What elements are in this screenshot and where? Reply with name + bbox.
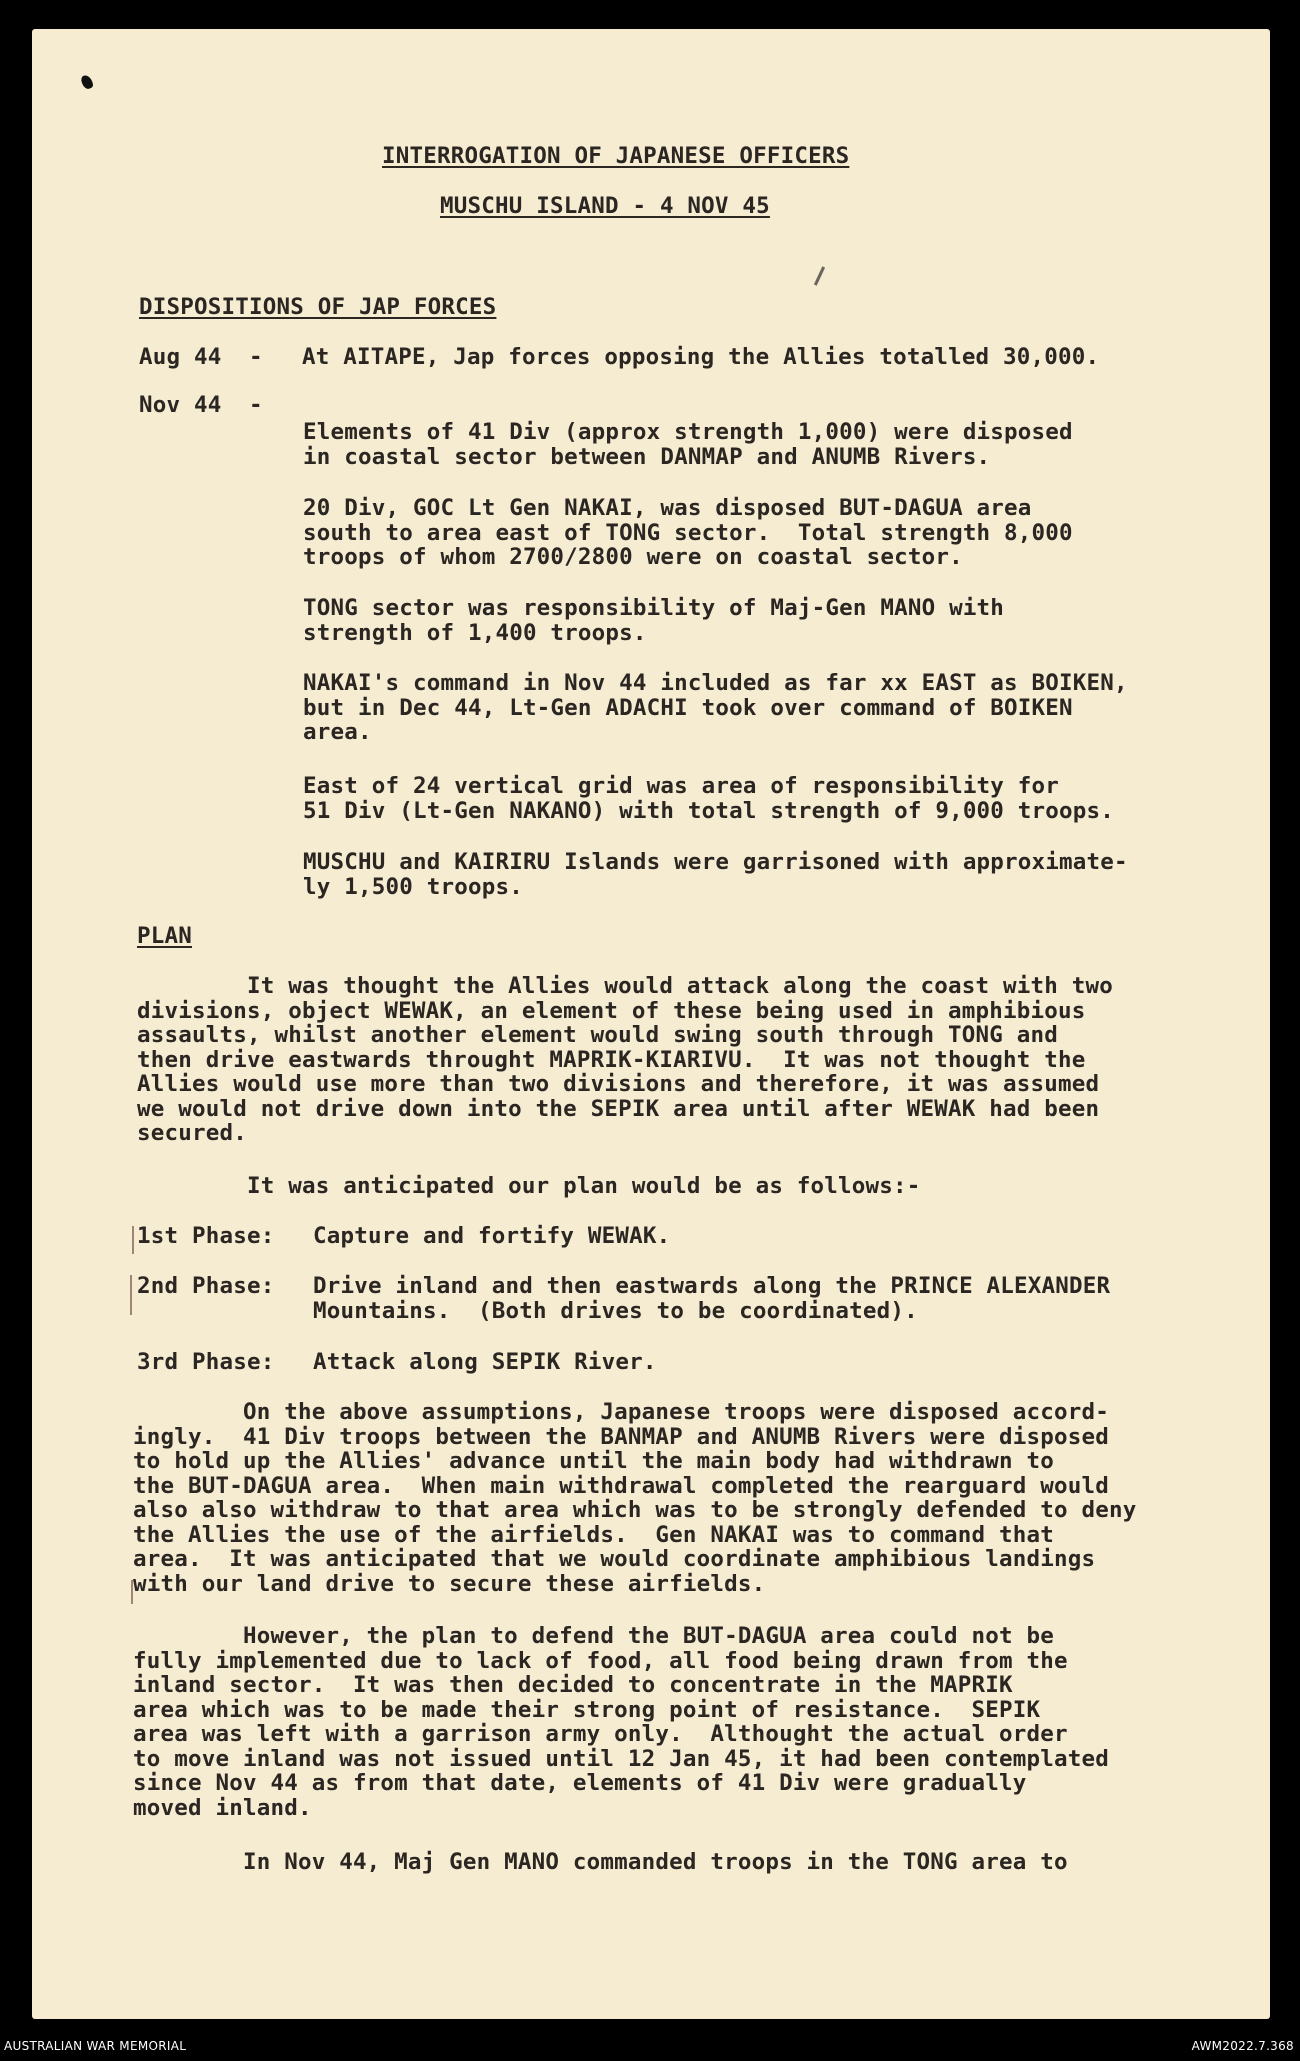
phase-text-3: Attack along SEPIK River. (313, 1349, 657, 1375)
phase-text-1: Capture and fortify WEWAK. (313, 1223, 671, 1249)
plan-paragraph-1: It was thought the Allies would attack along the coast with two divisions, object WEWAK, an element of these being used in amphibious assaults, whilst another element would swing south through TONG and then drive eastwards throught MAPRIK-KIARIVU. It was not thought the Allies would use more than two divisions and therefore, it was assumed we would not drive down into the SEPIK area until after WEWAK had been secured. (137, 973, 1113, 1146)
document-subtitle: MUSCHU ISLAND - 4 NOV 45 (440, 193, 770, 219)
paragraph-muschu-kairiru: MUSCHU and KAIRIRU Islands were garrisoned with approximate- ly 1,500 troops. (303, 849, 1128, 900)
plan-paragraph-5: In Nov 44, Maj Gen MANO commanded troops in the TONG area to (133, 1849, 1068, 1875)
plan-paragraph-4: However, the plan to defend the BUT-DAGUA area could not be fully implemented due to lack of food, all food being drawn from the inland sector. It was then decided to concentrate in the MAPRIK area which was to be made their strong point of resistance. SEPIK area was left with a garrison army only. Althought the actual order to move inland was not issued until 12 Jan 45, it had been contemplated since Nov 44 as from that date, elements of 41 Div were gradually moved inland. (133, 1623, 1109, 1821)
plan-paragraph-2: It was anticipated our plan would be as follows:- (137, 1173, 921, 1199)
section-heading-dispositions: DISPOSITIONS OF JAP FORCES (139, 294, 497, 320)
paragraph-20-div: 20 Div, GOC Lt Gen NAKAI, was disposed BUT-DAGUA area south to area east of TONG sector. Total strength 8,000 troops of whom 2700/2800 were on coastal sector. (303, 495, 1073, 570)
margin-mark (130, 1275, 132, 1315)
paragraph-aitape: At AITAPE, Jap forces opposing the Allies totalled 30,000. (302, 344, 1100, 370)
paragraph-nakai-command: NAKAI's command in Nov 44 included as far xx EAST as BOIKEN, but in Dec 44, Lt-Gen ADACHI took over command of BOIKEN area. (303, 670, 1128, 745)
phase-label-3: 3rd Phase: (137, 1349, 275, 1375)
date-label-nov: Nov 44 - (139, 392, 263, 418)
margin-mark (132, 1226, 134, 1254)
section-heading-plan: PLAN (137, 923, 192, 949)
paragraph-tong-sector: TONG sector was responsibility of Maj-Gen MANO with strength of 1,400 troops. (303, 595, 1005, 646)
footer-accession: AWM2022.7.368 (1191, 2039, 1294, 2053)
paragraph-51-div: East of 24 vertical grid was area of responsibility for 51 Div (Lt-Gen NAKANO) with total strength of 9,000 troops. (303, 773, 1115, 824)
plan-paragraph-3: On the above assumptions, Japanese troops were disposed accord- ingly. 41 Div troops between the BANMAP and ANUMB Rivers were disposed to hold up the Allies' advance until the main body had withdrawn to the BUT-DAGUA area. When main withdrawal completed the rearguard would also also withdraw to that area which was to be strongly defended to deny the Allies the use of the airfields. Gen NAKAI was to command that area. It was anticipated that we would coordinate amphibious landings with our land drive to secure these airfields. (133, 1399, 1137, 1597)
phase-label-1: 1st Phase: (137, 1223, 275, 1249)
document-title: INTERROGATION OF JAPANESE OFFICERS (382, 143, 850, 169)
date-label-aug: Aug 44 - (139, 344, 263, 370)
phase-text-2: Drive inland and then eastwards along the PRINCE ALEXANDER Mountains. (Both drives to be coordinated). (313, 1273, 1111, 1324)
footer-institution: AUSTRALIAN WAR MEMORIAL (4, 2039, 187, 2053)
phase-label-2: 2nd Phase: (137, 1273, 275, 1299)
paragraph-41-div: Elements of 41 Div (approx strength 1,000) were disposed in coastal sector between DANMAP and ANUMB Rivers. (303, 419, 1073, 470)
